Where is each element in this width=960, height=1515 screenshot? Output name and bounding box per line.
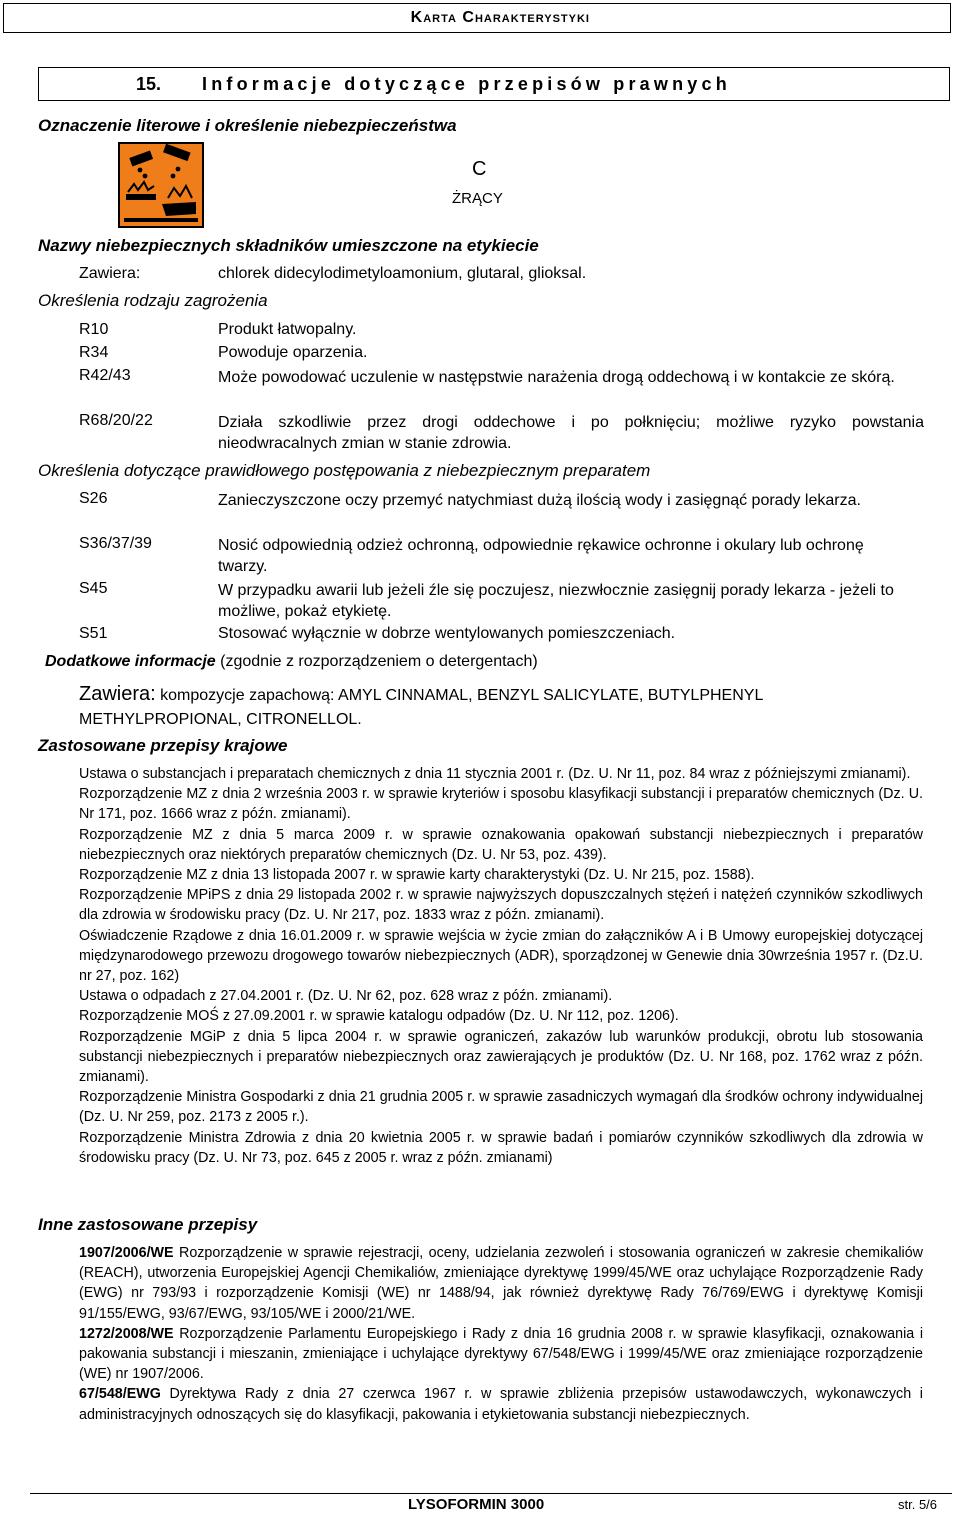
s-phrase-text: Zanieczyszczone oczy przemyć natychmiast dużą ilością wody i zasięgnąć porady lekarza. — [218, 492, 861, 509]
r-phrase-code: R42/43 — [79, 367, 131, 384]
r-phrase-code: R68/20/22 — [79, 412, 153, 429]
additional-info — [79, 682, 929, 732]
regulation-item: Rozporządzenie Ministra Gospodarki z dnia 21 grudnia 2005 r. w sprawie zasadniczych wymagań dla środków ochrony indywidualnej (Dz. U. Nr 259, poz. 2173 z 2005 r.). — [79, 1089, 923, 1126]
other-regulation-item — [79, 1243, 923, 1324]
regulation-code: 67/548/EWG — [79, 1386, 161, 1403]
regulation-item: Ustawa o odpadach z 27.04.2001 r. (Dz. U. Nr 62, poz. 628 wraz z późn. zmianami). — [79, 988, 613, 1005]
footer-page-number: str. 5/6 — [898, 1497, 938, 1512]
regulation-item: Rozporządzenie MOŚ z 27.09.2001 r. w sprawie katalogu odpadów (Dz. U. Nr 112, poz. 1206). — [79, 1008, 679, 1025]
national-regulations-list — [79, 764, 923, 1168]
regulation-item: Rozporządzenie Ministra Zdrowia z dnia 20 kwietnia 2005 r. w sprawie badań i pomiarów czynników szkodliwych dla zdrowia w środowisku pracy (Dz. U. Nr 73, poz. 645 z 2005 r. wraz z późn. zmianami) — [79, 1129, 923, 1166]
document-title: Karta Charakterystyki — [410, 9, 590, 26]
components-label: Zawiera: — [79, 265, 141, 282]
s-phrase-code: S26 — [79, 490, 108, 507]
r-phrase-code: R10 — [79, 321, 109, 338]
s-phrase-code: S45 — [79, 580, 108, 597]
section-title-bar — [38, 67, 950, 101]
regulation-text: Rozporządzenie w sprawie rejestracji, oceny, udzielania zezwoleń i stosowania ograniczeń w zakresie chemikaliów (REACH), utworzenia Europejskiej Agencji Chemikaliów, zmieniające dyrektywę 1999/45/WE oraz uchylające Rozporządzenie Rady (EWG) nr 793/93 i rozporządzenie Komisji (WE) nr 1488/94, jak również dyrektywę Rady 76/769/EWG i dyrektywę Komisji 91/155/EWG, 93/67/EWG, 93/105/WE i 2000/21/WE. — [79, 1245, 923, 1322]
corrosive-hazard-icon — [118, 142, 204, 228]
regulation-item: Rozporządzenie MZ z dnia 13 listopada 2007 r. w sprawie karty charakterystyki (Dz. U. Nr 215, poz. 1588). — [79, 867, 755, 884]
r-phrase-code: R34 — [79, 344, 109, 361]
hazard-symbol-letter: C — [472, 158, 487, 180]
components-value: chlorek didecylodimetyloamonium, glutaral, glioksal. — [218, 265, 587, 282]
footer-divider — [30, 1493, 952, 1494]
additional-heading-suffix: (zgodnie z rozporządzeniem o detergentach) — [220, 653, 538, 670]
s-phrase-text: W przypadku awarii lub jeżeli źle się poczujesz, niezwłocznie zasięgnij porady lekarza - jeżeli to możliwe, pokaż etykietę. — [218, 582, 894, 620]
regulation-code: 1907/2006/WE — [79, 1245, 174, 1261]
regulation-item: Oświadczenie Rządowe z dnia 16.01.2009 r. w sprawie wejścia w życie zmian do załączników A i B Umowy europejskiej dotyczącej międzynarodowego przewozu drogowego towarów niebezpiecznych (ADR), sporządzonej w Genewie dnia 30września 1957 r. (Dz.U. nr 27, poz. 162) — [79, 927, 923, 985]
r-phrases-heading: Określenia rodzaju zagrożenia — [38, 291, 268, 310]
additional-label: Zawiera: — [79, 683, 156, 705]
r-phrase-text: Powoduje oparzenia. — [218, 344, 368, 361]
other-regulation-item — [79, 1384, 923, 1424]
regulation-text: Dyrektywa Rady z dnia 27 czerwca 1967 r. w sprawie zbliżenia przepisów ustawodawczych, wykonawczych i administracyjnych odnoszących się do klasyfikacji, pakowania i etykietowania substancji niebezpiecznych. — [79, 1386, 923, 1423]
national-regulations-heading: Zastosowane przepisy krajowe — [38, 736, 288, 755]
regulation-item: Rozporządzenie MZ z dnia 2 września 2003 r. w sprawie kryteriów i sposobu klasyfikacji substancji i preparatów chemicznych (Dz. U. Nr 171, poz. 1666 wraz z późn. zmianami). — [79, 786, 923, 823]
additional-heading-line — [45, 653, 538, 671]
regulation-item: Rozporządzenie MZ z dnia 5 marca 2009 r. w sprawie oznakowania opakowań substancji niebezpiecznych i preparatów niebezpiecznych oraz niektórych preparatów chemicznych (Dz. U. Nr 53, poz. 439). — [79, 826, 923, 863]
components-heading: Nazwy niebezpiecznych składników umieszczone na etykiecie — [38, 236, 539, 255]
additional-text: kompozycje zapachową: AMYL CINNAMAL, BENZYL SALICYLATE, BUTYLPHENYL METHYLPROPIONAL, CITRONELLOL. — [79, 687, 763, 728]
r-phrase-text: Może powodować uczulenie w następstwie narażenia drogą oddechową i w kontakcie ze skórą. — [218, 369, 895, 386]
footer-product-name: LYSOFORMIN 3000 — [408, 1496, 545, 1513]
regulation-item: Rozporządzenie MGiP z dnia 5 lipca 2004 r. w sprawie ograniczeń, zakazów lub warunków produkcji, obrotu lub stosowania substancji niebezpiecznych i preparatów niebezpiecznych oraz zawierających je produktów (Dz. U. Nr 168, poz. 1762 wraz z późn. zmianami). — [79, 1028, 923, 1086]
s-phrase-text: Stosować wyłącznie w dobrze wentylowanych pomieszczeniach. — [218, 625, 676, 642]
marking-heading: Oznaczenie literowe i określenie niebezpieczeństwa — [38, 116, 457, 135]
other-regulation-item — [79, 1324, 923, 1385]
s-phrases-heading: Określenia dotyczące prawidłowego postępowania z niebezpiecznym preparatem — [38, 461, 651, 480]
regulation-item: Rozporządzenie MPiPS z dnia 29 listopada 2002 r. w sprawie najwyższych dopuszczalnych stężeń i natężeń czynników szkodliwych dla zdrowia w środowisku pracy (Dz. U. Nr 217, poz. 1833 wraz z późn. zmianami). — [79, 887, 923, 924]
regulation-code: 1272/2008/WE — [79, 1325, 174, 1342]
other-regulations-heading: Inne zastosowane przepisy — [38, 1215, 258, 1234]
regulation-text: Rozporządzenie Parlamentu Europejskiego i Rady z dnia 16 grudnia 2008 r. w sprawie klasyfikacji, oznakowania i pakowania substancji i mieszanin, zmieniające i uchylające dyrektywy 67/548/EWG i 1999/45/WE oraz zmieniające rozporządzenie (WE) nr 1907/2006. — [79, 1325, 923, 1383]
s-phrase-text: Nosić odpowiednią odzież ochronną, odpowiednie rękawice ochronne i okulary lub ochronę twarzy. — [218, 537, 864, 575]
regulation-item: Ustawa o substancjach i preparatach chemicznych z dnia 11 stycznia 2001 r. (Dz. U. Nr 11, poz. 84 wraz z późniejszymi zmianami). — [79, 766, 911, 782]
additional-heading: Dodatkowe informacje — [45, 653, 216, 670]
s-phrase-code: S36/37/39 — [79, 535, 152, 552]
hazard-symbol-label: ŻRĄCY — [452, 190, 503, 207]
r-phrase-text: Produkt łatwopalny. — [218, 321, 357, 338]
document-header — [3, 3, 951, 33]
r-phrase-text: Działa szkodliwie przez drogi oddechowe i po połknięciu; możliwe ryzyko powstania nieodwracalnych zmian w stanie zdrowia. — [218, 414, 924, 452]
other-regulations-list — [79, 1243, 923, 1425]
s-phrase-code: S51 — [79, 625, 108, 642]
section-number: 15. — [136, 73, 162, 94]
section-title: Informacje dotyczące przepisów prawnych — [202, 73, 731, 94]
